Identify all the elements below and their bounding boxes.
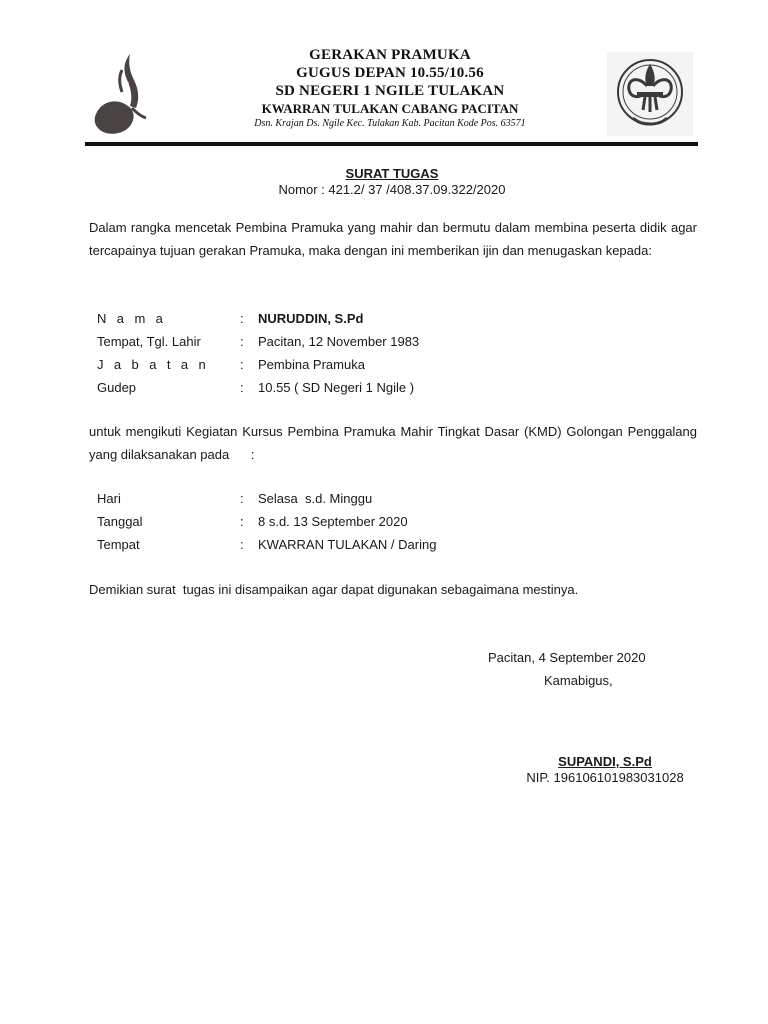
closing-paragraph: Demikian surat tugas ini disampaikan agar dapat digunakan sebagaimana mestinya. bbox=[89, 582, 579, 597]
scout-emblem-icon bbox=[607, 52, 693, 136]
detail-row-gudep bbox=[97, 376, 697, 399]
document-title: SURAT TUGAS bbox=[345, 166, 439, 181]
school-name: SD NEGERI 1 NGILE TULAKAN bbox=[275, 83, 505, 99]
signer-nip: NIP. 196106101983031028 bbox=[526, 770, 684, 785]
detail-label: Tanggal bbox=[97, 514, 143, 529]
detail-label: Gudep bbox=[97, 380, 137, 395]
tunas-kelapa-logo-icon bbox=[92, 52, 148, 136]
detail-separator: : bbox=[240, 491, 244, 506]
detail-label: Tempat, Tgl. Lahir bbox=[97, 334, 201, 349]
letterhead-rule bbox=[85, 142, 698, 146]
detail-value: NURUDDIN, S.Pd bbox=[258, 311, 364, 326]
detail-separator: : bbox=[240, 537, 244, 552]
detail-label: Tempat bbox=[97, 537, 140, 552]
detail-label: J a b a t a n bbox=[97, 357, 210, 372]
signature-position: Kamabigus, bbox=[544, 673, 613, 688]
detail-label: Hari bbox=[97, 491, 121, 506]
document-number: Nomor : 421.2/ 37 /408.37.09.322/2020 bbox=[278, 182, 506, 197]
kwarran-name: KWARRAN TULAKAN CABANG PACITAN bbox=[261, 101, 519, 116]
event-details bbox=[97, 487, 697, 556]
detail-value: Pembina Pramuka bbox=[258, 357, 365, 372]
detail-row-jabatan bbox=[97, 353, 697, 376]
activity-paragraph: untuk mengikuti Kegiatan Kursus Pembina Pramuka Mahir Tingkat Dasar (KMD) Golongan Penggalang yang dilaksanakan pada : bbox=[89, 424, 701, 462]
detail-separator: : bbox=[240, 514, 244, 529]
detail-value: 8 s.d. 13 September 2020 bbox=[258, 514, 408, 529]
intro-paragraph: Dalam rangka mencetak Pembina Pramuka yang mahir dan bermutu dalam membina peserta didik agar tercapainya tujuan gerakan Pramuka, maka dengan ini memberikan ijin dan menugaskan kepada: bbox=[89, 220, 697, 258]
detail-row-ttl bbox=[97, 330, 697, 353]
gugus-depan: GUGUS DEPAN 10.55/10.56 bbox=[296, 65, 484, 81]
detail-row-tempat bbox=[97, 533, 697, 556]
detail-value: 10.55 ( SD Negeri 1 Ngile ) bbox=[258, 380, 415, 395]
detail-value: Pacitan, 12 November 1983 bbox=[258, 334, 420, 349]
address: Dsn. Krajan Ds. Ngile Kec. Tulakan Kab. Pacitan Kode Pos. 63571 bbox=[254, 118, 526, 129]
signer-name: SUPANDI, S.Pd bbox=[558, 754, 652, 769]
signature-place-date: Pacitan, 4 September 2020 bbox=[488, 650, 646, 665]
letterhead-text bbox=[180, 46, 600, 131]
detail-separator: : bbox=[240, 311, 244, 326]
detail-separator: : bbox=[240, 380, 244, 395]
detail-row-hari bbox=[97, 487, 697, 510]
letterhead bbox=[0, 40, 768, 150]
detail-label: N a m a bbox=[97, 311, 167, 326]
detail-row-tanggal bbox=[97, 510, 697, 533]
person-details bbox=[97, 307, 697, 399]
detail-separator: : bbox=[240, 357, 244, 372]
detail-value: KWARRAN TULAKAN / Daring bbox=[258, 537, 437, 552]
detail-row-nama bbox=[97, 307, 697, 330]
org-name: GERAKAN PRAMUKA bbox=[309, 47, 471, 63]
detail-separator: : bbox=[240, 334, 244, 349]
detail-value: Selasa s.d. Minggu bbox=[258, 491, 373, 506]
